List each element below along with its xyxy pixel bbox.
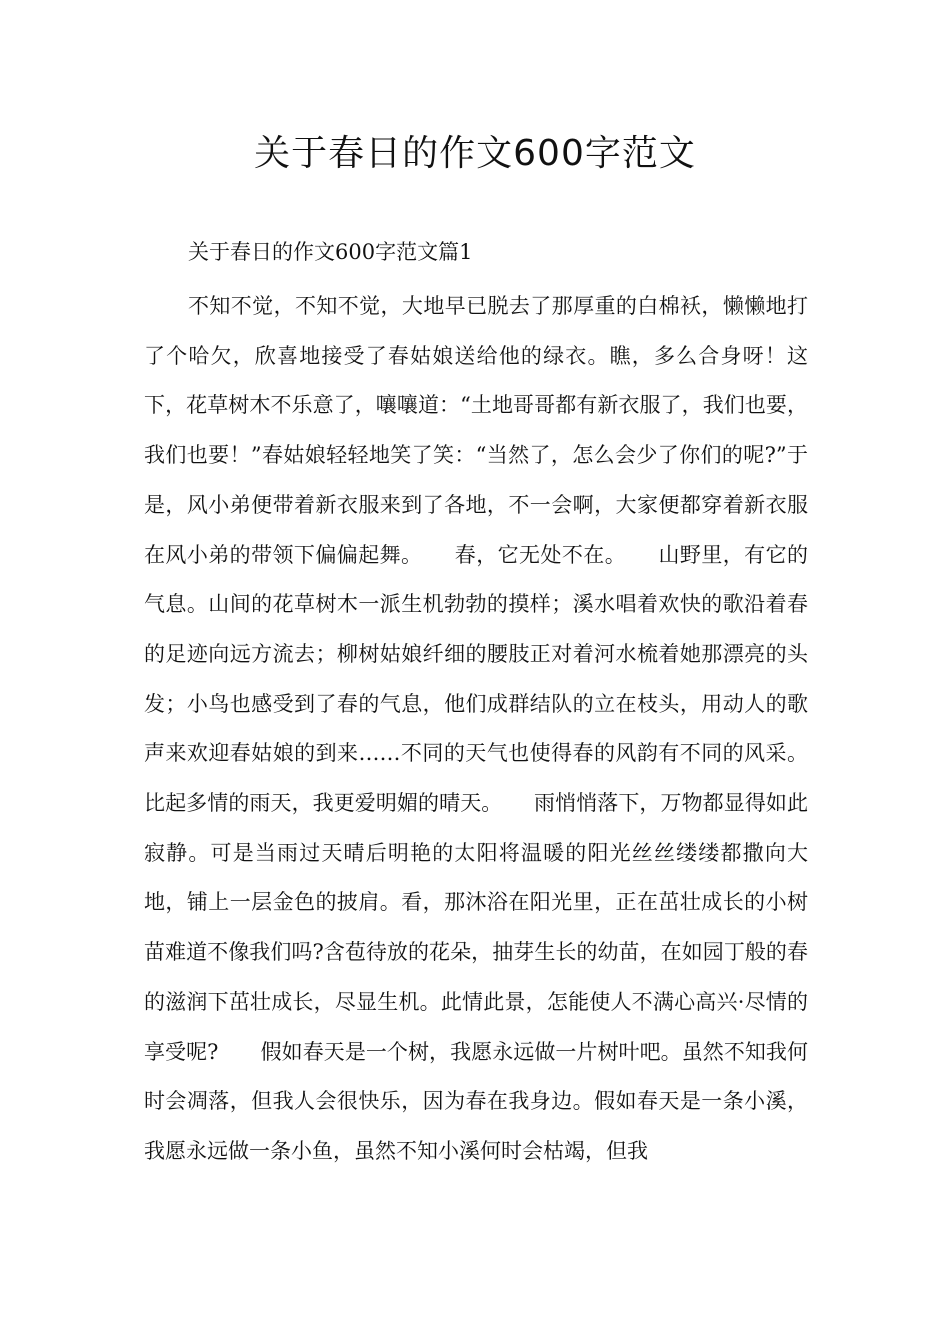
body-paragraph: 不知不觉，不知不觉，大地早已脱去了那厚重的白棉袄，懒懒地打了个哈欠，欣喜地接受了春姑娘送给他的绿衣。瞧，多么合身呀！这下，花草树木不乐意了，嚷嚷道：“土地哥哥都有新衣服了，我们也要，我们也要！”春姑娘轻轻地笑了笑：“当然了，怎么会少了你们的呢?”于是，风小弟便带着新衣服来到了各地，不一会啊，大家便都穿着新衣服在风小弟的带领下偏偏起舞。 春，它无处不在。 山野里，有它的气息。山间的花草树木一派生机勃勃的摸样；溪水唱着欢快的歌沿着春的足迹向远方流去；柳树姑娘纤细的腰肢正对着河水梳着她那漂亮的头发；小鸟也感受到了春的气息，他们成群结队的立在枝头，用动人的歌声来欢迎春姑娘的到来……不同的天气也使得春的风韵有不同的风采。比起多情的雨天，我更爱明媚的晴天。 雨悄悄落下，万物都显得如此寂静。可是当雨过天晴后明艳的太阳将温暖的阳光丝丝缕缕都撒向大地，铺上一层金色的披肩。看，那沐浴在阳光里，正在茁壮成长的小树苗难道不像我们吗?含苞待放的花朵，抽芽生长的幼苗，在如园丁般的春的滋润下茁壮成长，尽显生机。此情此景，怎能使人不满心高兴·尽情的享受呢? 假如春天是一个树，我愿永远做一片树叶吧。虽然不知我何时会凋落，但我人会很快乐，因为春在我身边。假如春天是一条小溪，我愿永远做一条小鱼，虽然不知小溪何时会枯竭，但我 — [144, 294, 808, 1163]
document-title: 关于春日的作文600字范文 — [254, 133, 696, 174]
section-heading: 关于春日的作文600字范文篇1 — [188, 240, 473, 264]
